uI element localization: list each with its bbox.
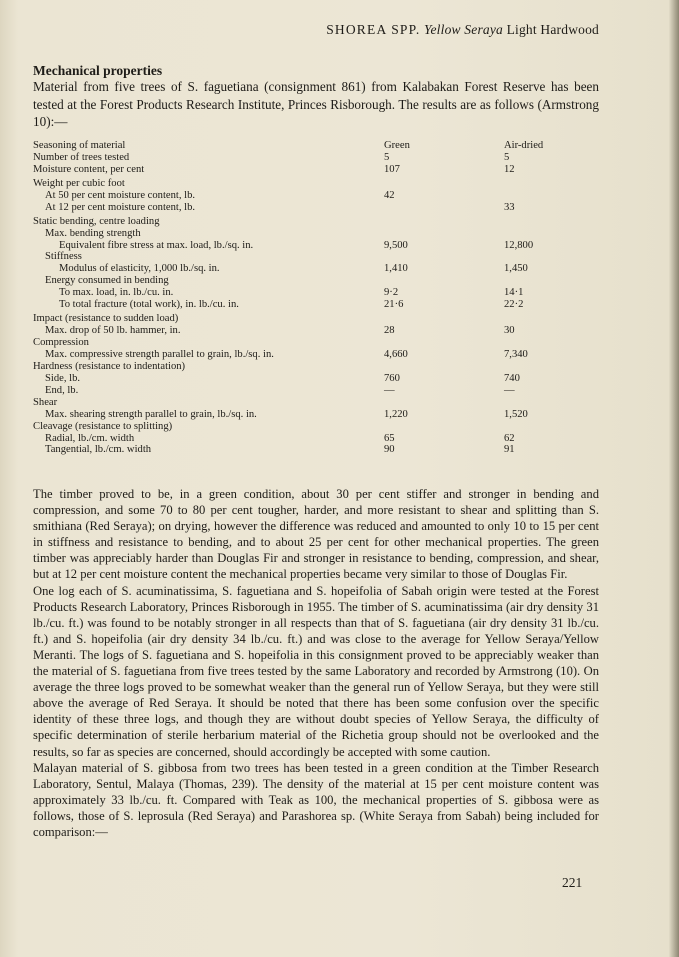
- body-text: [33, 486, 599, 840]
- property-row: [33, 325, 599, 337]
- body-paragraph: One log each of S. acuminatissima, S. faguetiana and S. hopeifolia of Sabah origin were tested at the Forest Products Research Laboratory, Princes Risborough in 1955. The timber of S. acuminatissima (air dry density 31 lb./cu. ft.) was found to be notably stronger in all respects than that of S. faguetiana (air dry density 31 lb./cu. ft.) and S. hopeifolia (air dry density 34 lb./cu. ft.) and was close to the average for Yellow Seraya/Yellow Meranti. The logs of S. faguetiana and S. hopeifolia in this consignment proved to be appreciably weaker than the material of S. faguetiana from five trees tested by the same Laboratory and recorded by Armstrong (10). On average the three logs proved to be somewhat weaker than the general run of Yellow Seraya, but they were still above the average of Red Seraya. It should be noted that there has been some confusion over the specific identity of these three logs, and though they are without doubt species of Yellow Seraya, the difficulty of specific determination of sterile herbarium material of the Richetia group should not be overlooked and the results, so far as species are concerned, should accordingly be accepted with some caution.: [33, 583, 599, 759]
- air-dried-value: 30: [504, 325, 515, 337]
- property-label: Compression: [33, 337, 89, 348]
- page-number: 221: [562, 875, 583, 890]
- property-label: Weight per cubic foot: [33, 177, 125, 189]
- property-row: [33, 421, 599, 433]
- property-row: [33, 349, 599, 361]
- property-row: [33, 251, 599, 263]
- property-label: At 50 per cent moisture content, lb.: [45, 189, 196, 201]
- air-dried-value: 22·2: [504, 299, 524, 311]
- property-row: [33, 337, 599, 349]
- property-row: [33, 240, 599, 252]
- property-label: Tangential, lb./cm. width: [45, 444, 152, 456]
- running-head: [0, 22, 599, 38]
- mechanical-properties-table: [33, 140, 599, 456]
- property-row: [33, 164, 599, 176]
- green-value: 28: [384, 325, 395, 337]
- property-label: Side, lb.: [45, 372, 81, 384]
- green-value: —: [384, 384, 395, 396]
- property-row: [33, 299, 599, 311]
- property-row: [33, 361, 599, 373]
- property-label: Number of trees tested: [33, 151, 130, 163]
- green-value: 9·2: [384, 287, 399, 299]
- air-dried-value: —: [504, 384, 515, 396]
- section-intro: Material from five trees of S. faguetiana (consignment 861) from Kalabakan Forest Reserve has been tested at the Forest Products Research Institute, Princes Risborough. The results are as follows (Armstrong 10):—: [33, 79, 599, 129]
- property-label: Moisture content, per cent: [33, 163, 145, 175]
- property-row: [33, 275, 599, 287]
- property-row: [33, 228, 599, 240]
- property-label: Static bending, centre loading: [33, 215, 160, 227]
- property-label: Hardness (resistance to indentation): [33, 360, 186, 372]
- green-value: Green: [384, 140, 410, 151]
- property-row: [33, 140, 599, 152]
- green-value: 42: [384, 189, 395, 201]
- body-paragraph: The timber proved to be, in a green condition, about 30 per cent stiffer and stronger in bending and compression, and some 70 to 80 per cent tougher, harder, and more resistant to shear and splitting than S. smithiana (Red Seraya); on drying, however the difference was reduced and amounted to only 10 to 15 per cent in stiffness and resistance to bending, and to about 25 per cent for other mechanical properties. The green timber was appreciably harder than Douglas Fir and stronger in resistance to bending, compression, and shear, but at 12 per cent moisture content the mechanical properties became very similar to those of Douglas Fir.: [33, 487, 599, 582]
- green-value: 1,410: [384, 263, 408, 275]
- green-value: 21·6: [384, 299, 404, 311]
- green-value: 90: [384, 444, 395, 456]
- green-value: 760: [384, 372, 400, 384]
- property-row: [33, 409, 599, 421]
- green-value: 9,500: [384, 239, 408, 251]
- property-label: Radial, lb./cm. width: [45, 432, 135, 444]
- property-row: [33, 373, 599, 385]
- running-head-trade-name: Yellow Seraya: [424, 22, 503, 37]
- property-label: End, lb.: [45, 384, 79, 396]
- property-row: [33, 397, 599, 409]
- air-dried-value: Air-dried: [504, 140, 544, 151]
- air-dried-value: 740: [504, 372, 520, 384]
- property-label: Shear: [33, 396, 58, 408]
- property-row: [33, 263, 599, 275]
- property-row: [33, 178, 599, 190]
- property-label: Stiffness: [45, 251, 82, 263]
- air-dried-value: 33: [504, 201, 515, 213]
- green-value: 65: [384, 432, 395, 444]
- property-label: Equivalent fibre stress at max. load, lb./sq. in.: [59, 239, 254, 251]
- air-dried-value: 91: [504, 444, 515, 456]
- property-row: [33, 190, 599, 202]
- air-dried-value: 7,340: [504, 348, 528, 360]
- property-row: [33, 444, 599, 456]
- air-dried-value: 12: [504, 163, 515, 175]
- property-row: [33, 433, 599, 445]
- green-value: 107: [384, 163, 400, 175]
- property-row: [33, 385, 599, 397]
- property-row: [33, 152, 599, 164]
- property-label: At 12 per cent moisture content, lb.: [45, 201, 196, 213]
- property-label: Cleavage (resistance to splitting): [33, 420, 173, 432]
- air-dried-value: 62: [504, 432, 515, 444]
- property-label: Seasoning of material: [33, 140, 126, 151]
- running-head-genus: SHOREA SPP.: [326, 22, 421, 37]
- property-label: Impact (resistance to sudden load): [33, 313, 179, 325]
- property-label: Energy consumed in bending: [45, 275, 169, 287]
- property-label: Max. compressive strength parallel to grain, lb./sq. in.: [45, 348, 274, 360]
- property-row: [33, 216, 599, 228]
- body-paragraph: Malayan material of S. gibbosa from two trees has been tested in a green condition at the Timber Research Laboratory, Sentul, Malaya (Thomas, 239). The density of the material at 15 per cent moisture content was approximately 33 lb./cu. ft. Compared with Teak as 100, the mechanical properties of S. gibbosa were as follows, those of S. leprosula (Red Seraya) and Parashorea sp. (White Seraya from Sabah) being included for comparison:—: [33, 760, 599, 839]
- green-value: 4,660: [384, 348, 408, 360]
- green-value: 5: [384, 151, 390, 163]
- air-dried-value: 1,520: [504, 408, 528, 420]
- air-dried-value: 12,800: [504, 239, 534, 251]
- property-label: Modulus of elasticity, 1,000 lb./sq. in.: [59, 263, 220, 275]
- page-spine-shadow: [669, 0, 679, 957]
- section-title: Mechanical properties: [33, 63, 163, 78]
- property-label: Max. drop of 50 lb. hammer, in.: [45, 325, 181, 337]
- property-row: [33, 202, 599, 214]
- property-row: [33, 287, 599, 299]
- air-dried-value: 5: [504, 151, 510, 163]
- property-label: To max. load, in. lb./cu. in.: [59, 287, 174, 299]
- property-row: [33, 313, 599, 325]
- running-head-category: Light Hardwood: [506, 22, 599, 37]
- property-label: Max. shearing strength parallel to grain, lb./sq. in.: [45, 408, 257, 420]
- air-dried-value: 14·1: [504, 287, 524, 299]
- air-dried-value: 1,450: [504, 263, 528, 275]
- property-label: Max. bending strength: [45, 227, 141, 239]
- property-label: To total fracture (total work), in. lb./cu. in.: [59, 299, 239, 311]
- green-value: 1,220: [384, 408, 408, 420]
